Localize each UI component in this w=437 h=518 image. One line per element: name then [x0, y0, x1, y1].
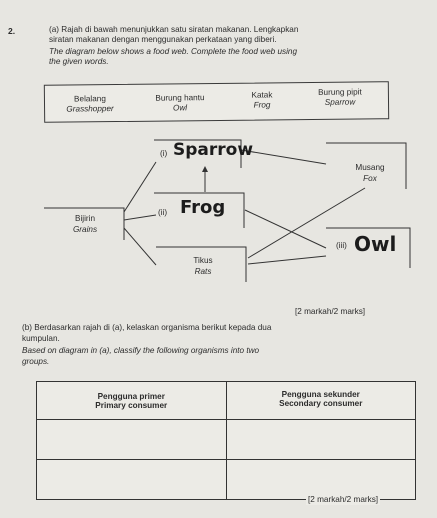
rats-english: Rats — [194, 267, 212, 276]
arrow-sparrow-fox — [241, 150, 326, 164]
word-english: Frog — [253, 100, 271, 110]
question-number: 2. — [8, 26, 16, 36]
part-b-malay-line2: kumpulan. — [22, 334, 60, 343]
arrow-grains-sparrow — [124, 162, 156, 212]
arrowhead-up — [202, 166, 208, 172]
arrow-rats-owl — [248, 256, 326, 264]
word-english: Owl — [172, 103, 188, 113]
blank-iii-answer: Owl — [354, 232, 397, 256]
fox-malay: Musang — [355, 163, 385, 172]
part-a-malay-line1: (a) Rajah di bawah menunjukkan satu siratan makanan. Lengkapkan — [49, 25, 299, 34]
part-b-english-line2: groups. — [22, 357, 50, 366]
part-a-english-line2: the given words. — [49, 57, 109, 66]
part-a-malay-line2: siratan makanan dengan menggunakan perkataan yang diberi. — [49, 35, 277, 44]
word-english: Grasshopper — [66, 104, 114, 114]
answer-cell-secondary-1[interactable] — [226, 420, 416, 460]
word-malay: Belalang — [73, 94, 106, 104]
blank-iii-label: (iii) — [336, 241, 347, 250]
word-malay: Burung hantu — [155, 93, 205, 103]
grains-frame — [44, 208, 124, 240]
blank-ii-answer: Frog — [180, 197, 226, 218]
column-header-malay: Pengguna primer — [97, 392, 165, 401]
rats-malay: Tikus — [193, 256, 213, 265]
arrow-grains-rats — [124, 228, 156, 265]
answer-cell-primary-2[interactable] — [37, 460, 227, 500]
blank-ii-label: (ii) — [158, 208, 168, 217]
word-malay: Katak — [251, 90, 273, 100]
classification-table — [36, 381, 416, 500]
part-a-english-line1: The diagram below shows a food web. Complete the food web using — [49, 47, 298, 56]
column-header-secondary — [226, 382, 416, 420]
marks-part-a: [2 markah/2 marks] — [295, 307, 366, 316]
part-b-malay-line1: (b) Berdasarkan rajah di (a), kelaskan organisma berikut kepada dua — [22, 323, 272, 332]
word-english: Sparrow — [324, 97, 356, 107]
marks-part-b: [2 markah/2 marks] — [308, 495, 379, 504]
column-header-malay: Pengguna sekunder — [281, 390, 360, 399]
blank-i-label: (i) — [160, 149, 168, 158]
part-b-english-line1: Based on diagram in (a), classify the following organisms into two — [22, 346, 260, 355]
word-malay: Burung pipit — [317, 87, 362, 97]
arrow-frog-owl — [245, 210, 326, 248]
answer-cell-primary-1[interactable] — [37, 420, 227, 460]
producer-malay: Bijirin — [74, 214, 96, 223]
answer-cell-secondary-2[interactable] — [226, 460, 416, 500]
arrow-grains-frog — [124, 215, 156, 220]
column-header-primary — [37, 382, 227, 420]
fox-english: Fox — [363, 174, 377, 183]
blank-i-answer: Sparrow — [173, 140, 254, 160]
column-header-english: Primary consumer — [95, 401, 168, 410]
column-header-english: Secondary consumer — [279, 399, 363, 408]
producer-english: Grains — [72, 225, 98, 234]
